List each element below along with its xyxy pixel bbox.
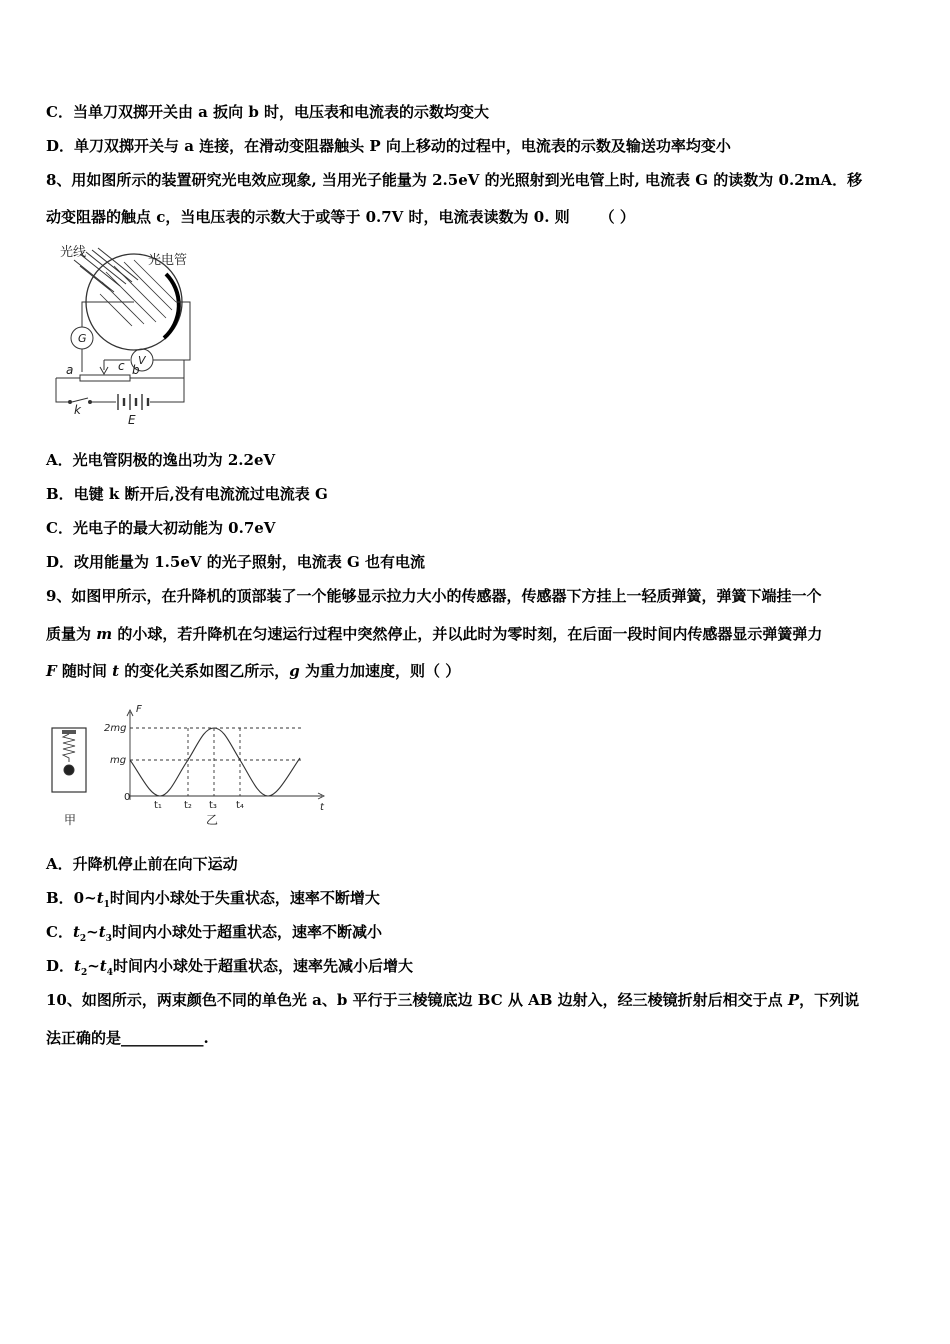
q9-option-c-sub: 3	[105, 934, 112, 944]
q9-text: 质量为	[46, 625, 97, 643]
q9-option-c-var: t	[98, 923, 106, 941]
switch-k	[72, 398, 88, 402]
q9-option-d-var: t	[99, 957, 107, 975]
label-F: F	[136, 704, 142, 715]
rheostat	[80, 375, 130, 381]
label-c: c	[118, 359, 125, 373]
label-k: k	[74, 403, 81, 417]
q8-stem-line1: 8、用如图所示的装置研究光电效应现象, 当用光子能量为 2.5eV 的光照射到光电管上时, 电流表 G 的读数为 0.2mA．移	[46, 171, 863, 189]
q9-option-d-sub: 4	[106, 968, 113, 978]
label-t2: t₂	[184, 800, 192, 811]
label-t3: t₃	[209, 800, 217, 811]
q8-answer-paren: （ ）	[599, 208, 635, 226]
force-curve	[130, 728, 300, 796]
q9-option-c-sub: 2	[79, 934, 87, 944]
q8-option-b: B．电键 k 断开后,没有电流流过电流表 G	[46, 485, 328, 503]
q9-option-d-tilde: ~	[87, 957, 100, 975]
q9-option-d-sub: 2	[80, 968, 88, 978]
q9-option-c-prefix: C．	[46, 923, 73, 941]
q9-option-d-prefix: D．	[46, 957, 75, 975]
label-yi: 乙	[206, 813, 219, 827]
q10-stem-line2: 法正确的是___________.	[46, 1029, 209, 1047]
q9-text: 为重力加速度，则（ ）	[299, 662, 461, 680]
q9-option-c	[46, 922, 382, 949]
q8-option-c: C．光电子的最大初动能为 0.7eV	[46, 519, 276, 537]
battery-e	[118, 394, 148, 410]
elevator-spring-figure	[46, 700, 336, 835]
q10-var-p: P	[787, 991, 800, 1009]
label-v: V	[138, 354, 146, 367]
spring-icon	[63, 734, 75, 762]
q9-option-b-var: t	[96, 889, 104, 907]
q9-option-b-text: 时间内小球处于失重状态，速率不断增大	[109, 889, 380, 907]
label-t1: t₁	[154, 800, 162, 811]
q9-stem-line1: 9、如图甲所示，在升降机的顶部装了一个能够显示拉力大小的传感器，传感器下方挂上一轻质弹簧，弹簧下端挂一个	[46, 587, 822, 605]
label-b: b	[132, 363, 140, 377]
q9-text: 随时间	[56, 662, 113, 680]
label-tube: 光电管	[148, 253, 188, 268]
q9-var-t: t	[112, 662, 120, 680]
q9-var-g: g	[289, 662, 300, 680]
q7-option-c: C．当单刀双掷开关由 a 扳向 b 时，电压表和电流表的示数均变大	[46, 103, 490, 121]
q9-option-d-text: 时间内小球处于超重状态，速率先减小后增大	[113, 957, 414, 975]
q9-text: 的变化关系如图乙所示，	[119, 662, 290, 680]
q10-stem-line1	[46, 990, 859, 1010]
q10-text: ，下列说	[799, 991, 860, 1009]
q9-option-b-prefix: B．0~	[46, 889, 97, 907]
q8-stem-line2	[46, 207, 635, 227]
tube-hatching	[100, 260, 176, 326]
label-t4: t₄	[236, 800, 244, 811]
q9-var-f: F	[46, 662, 57, 680]
label-light: 光线	[60, 245, 87, 260]
q8-option-a: A．光电管阴极的逸出功为 2.2eV	[46, 451, 276, 469]
label-origin: 0	[124, 792, 131, 803]
q7-option-d: D．单刀双掷开关与 a 连接，在滑动变阻器触头 P 向上移动的过程中，电流表的示数及输送功率均变小	[46, 137, 731, 155]
q9-option-d	[46, 956, 413, 983]
q9-option-c-tilde: ~	[86, 923, 99, 941]
label-2mg: 2mg	[104, 723, 127, 734]
q8-option-d: D．改用能量为 1.5eV 的光子照射，电流表 G 也有电流	[46, 553, 425, 571]
label-t-axis: t	[320, 802, 324, 813]
label-mg: mg	[110, 755, 127, 766]
q9-option-a: A．升降机停止前在向下运动	[46, 855, 238, 873]
q9-stem-line2	[46, 624, 822, 644]
ball-icon	[64, 765, 74, 775]
label-e: E	[128, 413, 136, 427]
photoelectric-circuit-figure	[44, 242, 204, 432]
q8-stem-text: 动变阻器的触点 c，当电压表的示数大于或等于 0.7V 时，电流表读数为 0. 则	[46, 208, 570, 226]
q9-option-d-var: t	[74, 957, 81, 975]
q10-text: 10、如图所示，两束颜色不同的单色光 a、b 平行于三棱镜底边 BC 从 AB 边射入，经三棱镜折射后相交于点	[46, 991, 788, 1009]
q9-text: 的小球，若升降机在匀速运行过程中突然停止，并以此时为零时刻，在后面一段时间内传感器显示弹簧弹力	[112, 625, 823, 643]
q9-option-b	[46, 888, 380, 915]
q9-var-m: m	[96, 625, 113, 643]
q9-option-b-sub: 1	[103, 900, 110, 910]
label-a: a	[66, 363, 74, 377]
label-g: G	[78, 332, 87, 345]
label-jia: 甲	[64, 813, 77, 827]
q9-stem-line3	[46, 661, 460, 681]
q9-option-c-text: 时间内小球处于超重状态，速率不断减小	[111, 923, 382, 941]
q9-option-c-var: t	[72, 923, 80, 941]
cathode-plate	[164, 274, 179, 338]
